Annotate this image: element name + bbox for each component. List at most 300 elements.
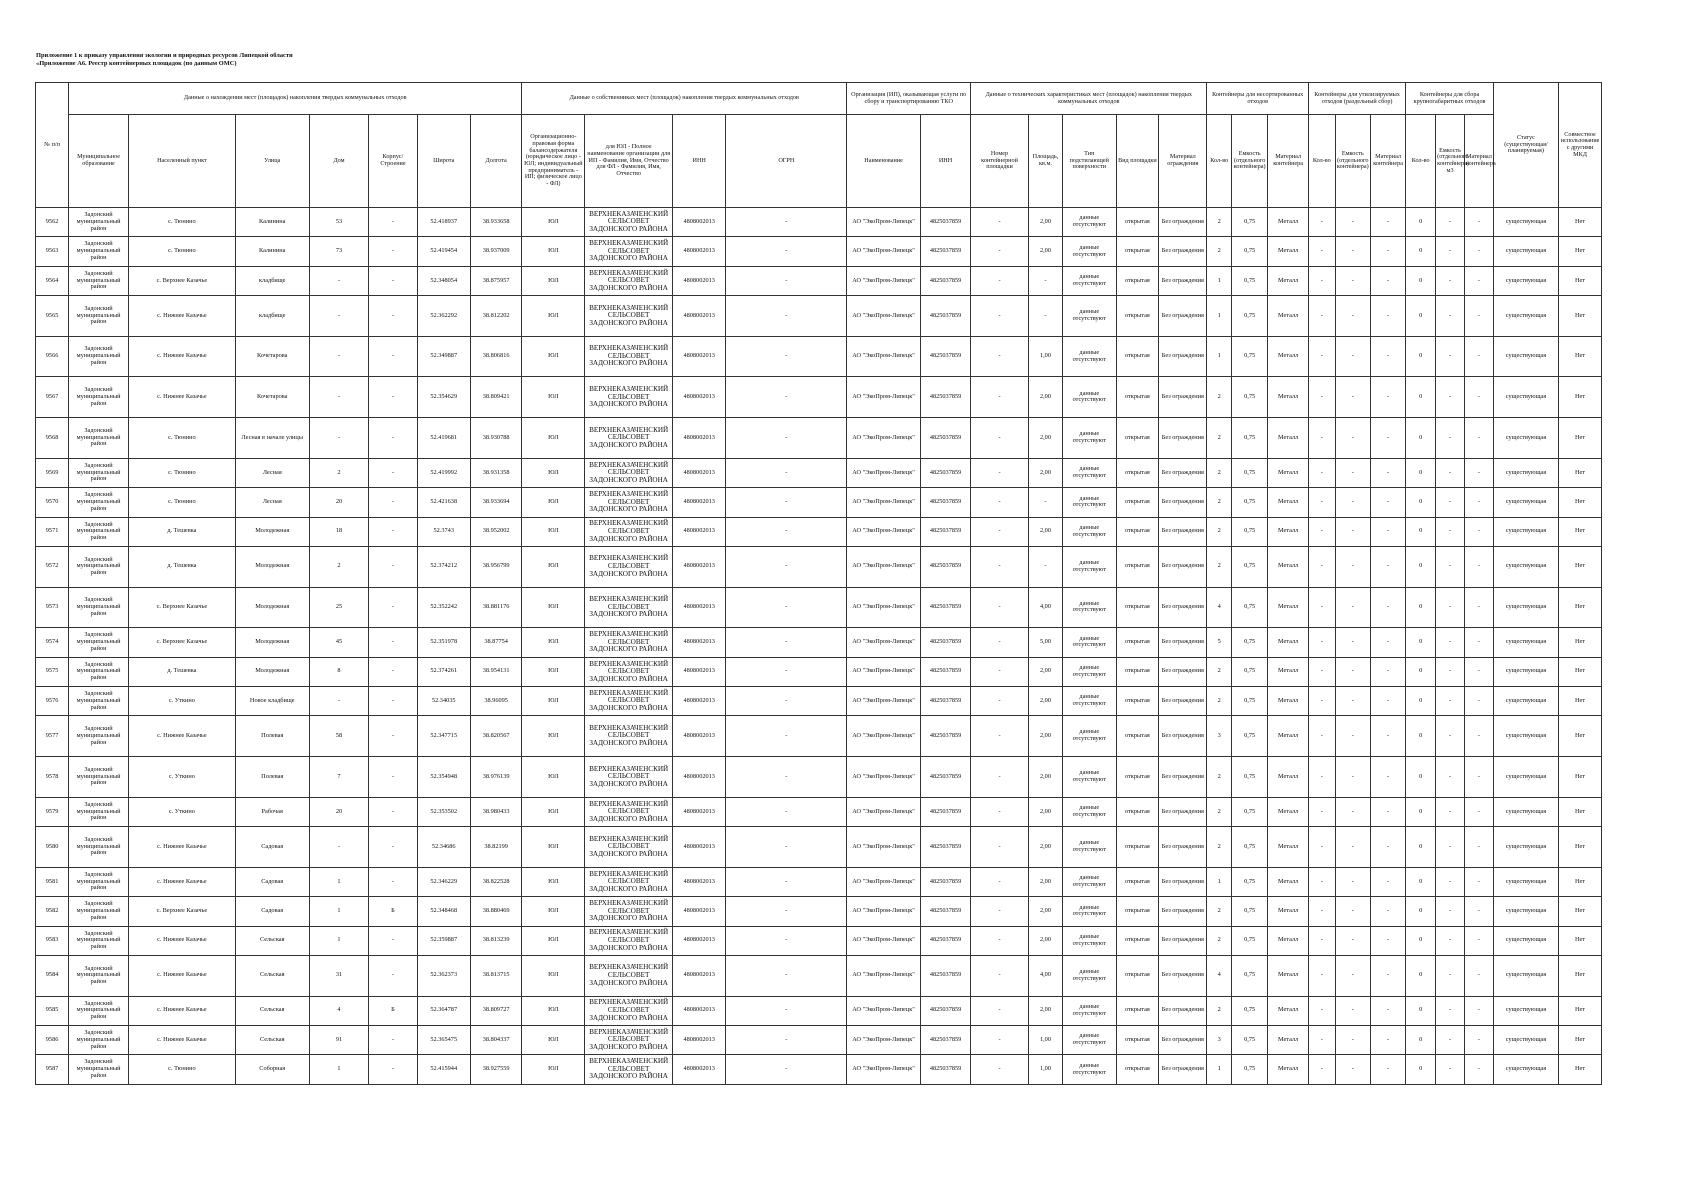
cell-r-cap: - (1335, 716, 1370, 757)
cell-orginn: 4825037859 (920, 208, 970, 237)
col-street: Улица (235, 115, 309, 208)
cell-r-cnt: - (1308, 867, 1335, 896)
cell-mat: Металл (1268, 237, 1309, 266)
cell-owner: ВЕРХНЕКАЗАЧЕНСКИЙ СЕЛЬСОВЕТ ЗАДОНСКОГО РАЙОНА (585, 237, 673, 266)
cell-num: - (971, 418, 1029, 459)
cell-lat: 52.351978 (417, 628, 470, 657)
cell-owner: ВЕРХНЕКАЗАЧЕНСКИЙ СЕЛЬСОВЕТ ЗАДОНСКОГО РАЙОНА (585, 687, 673, 716)
cell-r-cnt: - (1308, 587, 1335, 628)
cell-r-cap: - (1335, 628, 1370, 657)
cell-shared: Нет (1559, 377, 1602, 418)
cell-cap: 0,75 (1231, 488, 1267, 517)
cell-ogrn: - (726, 996, 847, 1025)
cell-shared: Нет (1559, 418, 1602, 459)
cell-bld: Б (369, 897, 417, 926)
cell-mat: Металл (1268, 418, 1309, 459)
cell-area: 2,00 (1028, 687, 1062, 716)
cell-lat: 52.365475 (417, 1025, 470, 1054)
cell-cap: 0,75 (1231, 1055, 1267, 1085)
cell-cap: 0,75 (1231, 867, 1267, 896)
cell-cnt: 2 (1207, 687, 1232, 716)
cell-ogrn: - (726, 237, 847, 266)
cell-bld: - (369, 377, 417, 418)
cell-r-cnt: - (1308, 1025, 1335, 1054)
cell-r-cap: - (1335, 458, 1370, 487)
cell-b-mat: - (1464, 757, 1493, 798)
cell-fence: Без ограждения (1159, 237, 1207, 266)
cell-status: существующая (1493, 587, 1558, 628)
cell-b-cap: - (1436, 336, 1465, 377)
cell-status: существующая (1493, 797, 1558, 826)
cell-mo: Задонский муниципальный район (69, 266, 129, 295)
cell-lat: 52.354629 (417, 377, 470, 418)
cell-num: - (971, 488, 1029, 517)
cell-lon: 38.980433 (470, 797, 521, 826)
cell-org: АО "ЭкоПром-Липецк" (847, 1055, 921, 1085)
cell-ogrn: - (726, 546, 847, 587)
cell-bld: - (369, 757, 417, 798)
cell-num: - (971, 687, 1029, 716)
cell-lat: 52.359887 (417, 926, 470, 955)
cell-r-cnt: - (1308, 517, 1335, 546)
cell-lat: 52.421638 (417, 488, 470, 517)
cell-r-mat: - (1370, 296, 1405, 337)
cell-b-cap: - (1436, 867, 1465, 896)
cell-street: Сельская (235, 1025, 309, 1054)
cell-ogrn: - (726, 458, 847, 487)
cell-r-cnt: - (1308, 237, 1335, 266)
cell-r-cap: - (1335, 657, 1370, 686)
cell-b-mat: - (1464, 296, 1493, 337)
group-org: Организация (ИП), оказывающая услуги по сбору и транспортированию ТКО (847, 83, 971, 115)
cell-oinn: 4808002013 (672, 657, 725, 686)
cell-ogrn: - (726, 336, 847, 377)
cell-surf: данные отсутствуют (1063, 517, 1116, 546)
cell-num: - (971, 1025, 1029, 1054)
cell-fence: Без ограждения (1159, 296, 1207, 337)
table-row (36, 687, 1602, 716)
cell-cnt: 4 (1207, 955, 1232, 996)
cell-cap: 0,75 (1231, 237, 1267, 266)
cell-oinn: 4808002013 (672, 955, 725, 996)
cell-bld: - (369, 458, 417, 487)
cell-street: Молодежная (235, 517, 309, 546)
cell-oinn: 4808002013 (672, 488, 725, 517)
cell-fence: Без ограждения (1159, 1025, 1207, 1054)
cell-status: существующая (1493, 208, 1558, 237)
cell-form: ЮЛ (522, 458, 585, 487)
cell-r-cnt: - (1308, 208, 1335, 237)
cell-shared: Нет (1559, 797, 1602, 826)
cell-orginn: 4825037859 (920, 716, 970, 757)
group-owners: Данные о собственниках мест (площадок) накопления твердых коммунальных отходов (522, 83, 847, 115)
cell-b-cap: - (1436, 587, 1465, 628)
cell-bld: - (369, 296, 417, 337)
cell-surf: данные отсутствуют (1063, 955, 1116, 996)
cell-house: 31 (309, 955, 369, 996)
cell-oinn: 4808002013 (672, 237, 725, 266)
cell-house: 4 (309, 996, 369, 1025)
cell-street: Садовая (235, 827, 309, 868)
cell-status: существующая (1493, 546, 1558, 587)
cell-form: ЮЛ (522, 687, 585, 716)
cell-fence: Без ограждения (1159, 867, 1207, 896)
cell-form: ЮЛ (522, 1055, 585, 1085)
cell-b-mat: - (1464, 955, 1493, 996)
cell-orginn: 4825037859 (920, 657, 970, 686)
cell-r-cap: - (1335, 897, 1370, 926)
cell-mat: Металл (1268, 208, 1309, 237)
cell-surf: данные отсутствуют (1063, 757, 1116, 798)
cell-n: 9571 (36, 517, 69, 546)
cell-cap: 0,75 (1231, 827, 1267, 868)
cell-cnt: 2 (1207, 377, 1232, 418)
table-row (36, 296, 1602, 337)
cell-bld: - (369, 546, 417, 587)
cell-b-cap: - (1436, 955, 1465, 996)
cell-form: ЮЛ (522, 716, 585, 757)
cell-mat: Металл (1268, 546, 1309, 587)
cell-shared: Нет (1559, 458, 1602, 487)
cell-lat: 52.347715 (417, 716, 470, 757)
cell-bld: - (369, 336, 417, 377)
cell-orginn: 4825037859 (920, 546, 970, 587)
col-org-inn: ИНН (920, 115, 970, 208)
cell-owner: ВЕРХНЕКАЗАЧЕНСКИЙ СЕЛЬСОВЕТ ЗАДОНСКОГО РАЙОНА (585, 827, 673, 868)
cell-type: открытая (1116, 336, 1159, 377)
cell-surf: данные отсутствуют (1063, 1025, 1116, 1054)
cell-type: открытая (1116, 266, 1159, 295)
cell-ogrn: - (726, 517, 847, 546)
cell-form: ЮЛ (522, 926, 585, 955)
cell-cap: 0,75 (1231, 757, 1267, 798)
cell-b-cap: - (1436, 237, 1465, 266)
cell-surf: данные отсутствуют (1063, 336, 1116, 377)
cell-ogrn: - (726, 757, 847, 798)
cell-mat: Металл (1268, 827, 1309, 868)
cell-fence: Без ограждения (1159, 208, 1207, 237)
cell-org: АО "ЭкоПром-Липецк" (847, 458, 921, 487)
cell-n: 9587 (36, 1055, 69, 1085)
cell-lat: 52.3743 (417, 517, 470, 546)
cell-org: АО "ЭкоПром-Липецк" (847, 587, 921, 628)
cell-ogrn: - (726, 687, 847, 716)
cell-org: АО "ЭкоПром-Липецк" (847, 336, 921, 377)
cell-surf: данные отсутствуют (1063, 867, 1116, 896)
cell-lat: 52.348054 (417, 266, 470, 295)
table-row (36, 377, 1602, 418)
cell-house: 53 (309, 208, 369, 237)
cell-fence: Без ограждения (1159, 716, 1207, 757)
cell-r-mat: - (1370, 955, 1405, 996)
cell-n: 9568 (36, 418, 69, 459)
cell-cap: 0,75 (1231, 546, 1267, 587)
cell-owner: ВЕРХНЕКАЗАЧЕНСКИЙ СЕЛЬСОВЕТ ЗАДОНСКОГО РАЙОНА (585, 458, 673, 487)
cell-shared: Нет (1559, 827, 1602, 868)
cell-lat: 52.418937 (417, 208, 470, 237)
cell-r-cnt: - (1308, 377, 1335, 418)
cell-num: - (971, 208, 1029, 237)
cell-r-mat: - (1370, 587, 1405, 628)
group-tech: Данные о технических характеристиках мест (площадок) накопления твердых коммунальных отходов (971, 83, 1207, 115)
cell-org: АО "ЭкоПром-Липецк" (847, 867, 921, 896)
cell-n: 9577 (36, 716, 69, 757)
cell-cnt: 3 (1207, 716, 1232, 757)
cell-street: Лесная (235, 488, 309, 517)
cell-owner: ВЕРХНЕКАЗАЧЕНСКИЙ СЕЛЬСОВЕТ ЗАДОНСКОГО РАЙОНА (585, 996, 673, 1025)
cell-r-cnt: - (1308, 716, 1335, 757)
cell-lat: 52.374212 (417, 546, 470, 587)
cell-form: ЮЛ (522, 797, 585, 826)
cell-mo: Задонский муниципальный район (69, 587, 129, 628)
cell-bld: - (369, 687, 417, 716)
cell-surf: данные отсутствуют (1063, 237, 1116, 266)
col-longitude: Долгота (470, 115, 521, 208)
cell-r-cap: - (1335, 266, 1370, 295)
cell-type: открытая (1116, 1025, 1159, 1054)
cell-shared: Нет (1559, 926, 1602, 955)
cell-oinn: 4808002013 (672, 797, 725, 826)
cell-mo: Задонский муниципальный район (69, 418, 129, 459)
cell-surf: данные отсутствуют (1063, 546, 1116, 587)
cell-area: 2,00 (1028, 996, 1062, 1025)
cell-type: открытая (1116, 897, 1159, 926)
cell-b-mat: - (1464, 546, 1493, 587)
cell-type: открытая (1116, 797, 1159, 826)
cell-org: АО "ЭкоПром-Липецк" (847, 757, 921, 798)
cell-cnt: 3 (1207, 1025, 1232, 1054)
cell-b-mat: - (1464, 418, 1493, 459)
cell-ogrn: - (726, 867, 847, 896)
cell-form: ЮЛ (522, 296, 585, 337)
cell-num: - (971, 897, 1029, 926)
cell-org: АО "ЭкоПром-Липецк" (847, 926, 921, 955)
cell-r-cap: - (1335, 827, 1370, 868)
table-row (36, 266, 1602, 295)
cell-type: открытая (1116, 996, 1159, 1025)
cell-n: 9584 (36, 955, 69, 996)
cell-cnt: 1 (1207, 266, 1232, 295)
cell-mo: Задонский муниципальный район (69, 377, 129, 418)
cell-mat: Металл (1268, 897, 1309, 926)
cell-status: существующая (1493, 488, 1558, 517)
cell-street: Калинина (235, 237, 309, 266)
cell-street: Лесная в начале улицы (235, 418, 309, 459)
cell-mat: Металл (1268, 996, 1309, 1025)
cell-fence: Без ограждения (1159, 458, 1207, 487)
cell-cap: 0,75 (1231, 296, 1267, 337)
cell-cnt: 2 (1207, 797, 1232, 826)
cell-fence: Без ограждения (1159, 797, 1207, 826)
cell-lon: 38.952002 (470, 517, 521, 546)
col-fence: Материал ограждения (1159, 115, 1207, 208)
cell-n: 9578 (36, 757, 69, 798)
group-location: Данные о нахождении мест (площадок) накопления твердых коммунальных отходов (69, 83, 522, 115)
cell-owner: ВЕРХНЕКАЗАЧЕНСКИЙ СЕЛЬСОВЕТ ЗАДОНСКОГО РАЙОНА (585, 757, 673, 798)
cell-orginn: 4825037859 (920, 517, 970, 546)
table-row (36, 657, 1602, 686)
cell-lat: 52.362373 (417, 955, 470, 996)
cell-house: 1 (309, 926, 369, 955)
cell-np: с. Нижнее Казачье (128, 827, 235, 868)
cell-np: с. Уткино (128, 687, 235, 716)
cell-fence: Без ограждения (1159, 687, 1207, 716)
cell-mat: Металл (1268, 716, 1309, 757)
cell-type: открытая (1116, 926, 1159, 955)
cell-type: открытая (1116, 418, 1159, 459)
cell-r-cap: - (1335, 1055, 1370, 1085)
cell-type: открытая (1116, 867, 1159, 896)
cell-b-cap: - (1436, 797, 1465, 826)
cell-surf: данные отсутствуют (1063, 1055, 1116, 1085)
cell-b-mat: - (1464, 687, 1493, 716)
cell-r-mat: - (1370, 797, 1405, 826)
cell-ogrn: - (726, 955, 847, 996)
cell-r-cap: - (1335, 996, 1370, 1025)
cell-lat: 52.419992 (417, 458, 470, 487)
cell-ogrn: - (726, 208, 847, 237)
cell-r-cnt: - (1308, 266, 1335, 295)
cell-fence: Без ограждения (1159, 897, 1207, 926)
cell-b-cnt: 0 (1406, 1025, 1436, 1054)
cell-cnt: 2 (1207, 897, 1232, 926)
cell-shared: Нет (1559, 657, 1602, 686)
cell-type: открытая (1116, 955, 1159, 996)
cell-num: - (971, 797, 1029, 826)
cell-surf: данные отсутствуют (1063, 628, 1116, 657)
cell-r-cap: - (1335, 587, 1370, 628)
cell-ogrn: - (726, 488, 847, 517)
cell-status: существующая (1493, 996, 1558, 1025)
cell-ogrn: - (726, 296, 847, 337)
cell-mo: Задонский муниципальный район (69, 955, 129, 996)
cell-mat: Металл (1268, 458, 1309, 487)
cell-form: ЮЛ (522, 488, 585, 517)
col-owner-ogrn: ОГРН (726, 115, 847, 208)
cell-orginn: 4825037859 (920, 377, 970, 418)
cell-orginn: 4825037859 (920, 996, 970, 1025)
cell-shared: Нет (1559, 716, 1602, 757)
cell-b-cnt: 0 (1406, 926, 1436, 955)
cell-cnt: 2 (1207, 458, 1232, 487)
cell-r-cnt: - (1308, 827, 1335, 868)
cell-owner: ВЕРХНЕКАЗАЧЕНСКИЙ СЕЛЬСОВЕТ ЗАДОНСКОГО РАЙОНА (585, 926, 673, 955)
cell-b-cap: - (1436, 1055, 1465, 1085)
cell-cnt: 2 (1207, 546, 1232, 587)
cell-cap: 0,75 (1231, 418, 1267, 459)
table-row (36, 867, 1602, 896)
cell-b-cap: - (1436, 296, 1465, 337)
col-bulky-capacity: Емкость (отдельного контейнера) м3 (1436, 115, 1465, 208)
col-latitude: Широта (417, 115, 470, 208)
cell-b-cnt: 0 (1406, 266, 1436, 295)
cell-status: существующая (1493, 657, 1558, 686)
cell-status: существующая (1493, 867, 1558, 896)
cell-b-cap: - (1436, 657, 1465, 686)
cell-lon: 38.822528 (470, 867, 521, 896)
table-row (36, 517, 1602, 546)
cell-shared: Нет (1559, 208, 1602, 237)
cell-house: 20 (309, 797, 369, 826)
cell-r-cnt: - (1308, 296, 1335, 337)
cell-form: ЮЛ (522, 336, 585, 377)
cell-n: 9579 (36, 797, 69, 826)
cell-n: 9562 (36, 208, 69, 237)
cell-fence: Без ограждения (1159, 517, 1207, 546)
cell-r-cap: - (1335, 546, 1370, 587)
cell-mo: Задонский муниципальный район (69, 208, 129, 237)
table-row (36, 418, 1602, 459)
cell-b-cnt: 0 (1406, 296, 1436, 337)
col-area: Площадь, кв.м. (1028, 115, 1062, 208)
cell-house: 18 (309, 517, 369, 546)
cell-form: ЮЛ (522, 628, 585, 657)
cell-b-cap: - (1436, 628, 1465, 657)
cell-house: - (309, 827, 369, 868)
cell-type: открытая (1116, 657, 1159, 686)
cell-house: 25 (309, 587, 369, 628)
cell-owner: ВЕРХНЕКАЗАЧЕНСКИЙ СЕЛЬСОВЕТ ЗАДОНСКОГО РАЙОНА (585, 1025, 673, 1054)
cell-shared: Нет (1559, 1025, 1602, 1054)
cell-num: - (971, 296, 1029, 337)
table-row (36, 458, 1602, 487)
cell-cnt: 1 (1207, 296, 1232, 337)
cell-orginn: 4825037859 (920, 926, 970, 955)
cell-b-mat: - (1464, 867, 1493, 896)
cell-lon: 38.927559 (470, 1055, 521, 1085)
cell-lon: 38.931358 (470, 458, 521, 487)
cell-bld: - (369, 208, 417, 237)
cell-r-mat: - (1370, 996, 1405, 1025)
cell-house: 20 (309, 488, 369, 517)
cell-org: АО "ЭкоПром-Липецк" (847, 546, 921, 587)
cell-np: с. Нижнее Казачье (128, 867, 235, 896)
cell-form: ЮЛ (522, 996, 585, 1025)
cell-cnt: 2 (1207, 418, 1232, 459)
cell-lon: 38.933694 (470, 488, 521, 517)
cell-num: - (971, 546, 1029, 587)
cell-org: АО "ЭкоПром-Липецк" (847, 377, 921, 418)
cell-np: с. Тюнино (128, 237, 235, 266)
cell-r-cnt: - (1308, 1055, 1335, 1085)
cell-lon: 38.806816 (470, 336, 521, 377)
cell-orginn: 4825037859 (920, 955, 970, 996)
cell-b-cnt: 0 (1406, 587, 1436, 628)
cell-area: - (1028, 488, 1062, 517)
cell-area: 2,00 (1028, 657, 1062, 686)
cell-r-cnt: - (1308, 926, 1335, 955)
cell-area: - (1028, 546, 1062, 587)
cell-status: существующая (1493, 458, 1558, 487)
cell-r-mat: - (1370, 458, 1405, 487)
cell-street: Сельская (235, 926, 309, 955)
table-row (36, 1025, 1602, 1054)
cell-r-cnt: - (1308, 955, 1335, 996)
cell-cap: 0,75 (1231, 628, 1267, 657)
cell-r-cap: - (1335, 336, 1370, 377)
cell-cap: 0,75 (1231, 687, 1267, 716)
cell-fence: Без ограждения (1159, 587, 1207, 628)
cell-form: ЮЛ (522, 418, 585, 459)
cell-b-mat: - (1464, 996, 1493, 1025)
cell-owner: ВЕРХНЕКАЗАЧЕНСКИЙ СЕЛЬСОВЕТ ЗАДОНСКОГО РАЙОНА (585, 797, 673, 826)
cell-type: открытая (1116, 1055, 1159, 1085)
cell-cnt: 2 (1207, 926, 1232, 955)
cell-mat: Металл (1268, 336, 1309, 377)
cell-np: с. Тюнино (128, 1055, 235, 1085)
cell-mo: Задонский муниципальный район (69, 827, 129, 868)
cell-r-mat: - (1370, 897, 1405, 926)
